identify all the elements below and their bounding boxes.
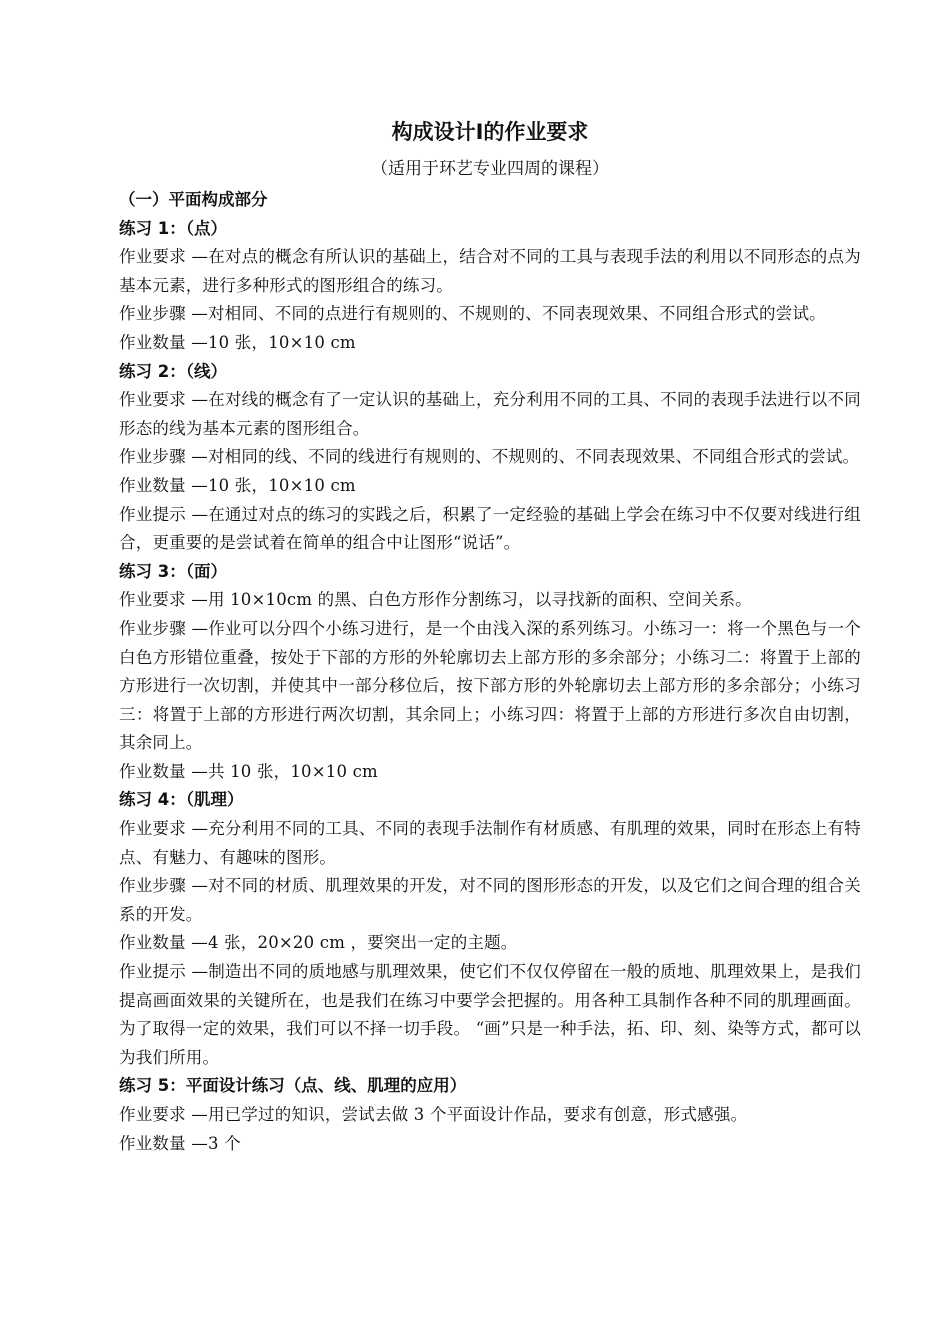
paragraph-label: 作业步骤 [119, 876, 186, 896]
paragraph-text: —10 张，10×10 cm [185, 475, 356, 495]
paragraph-label: 作业数量 [119, 475, 186, 495]
requirement-paragraph [119, 958, 861, 1072]
paragraph-label: 作业要求 [119, 819, 186, 839]
requirement-paragraph [119, 329, 861, 358]
requirement-paragraph [119, 615, 861, 758]
requirement-paragraph [119, 386, 861, 443]
paragraph-label: 作业要求 [119, 1105, 186, 1124]
exercise-title: 练习 2：（线） [119, 361, 227, 381]
paragraph-label: 作业要求 [119, 590, 186, 610]
requirement-paragraph [119, 872, 861, 929]
requirement-paragraph [119, 929, 861, 958]
document-subtitle: （适用于环艺专业四周的课程） [371, 159, 609, 179]
document-page [119, 112, 861, 1158]
exercise-block [119, 1072, 861, 1158]
paragraph-text: —对相同、不同的点进行有规则的、不规则的、不同表现效果、不同组合形式的尝试。 [185, 304, 826, 324]
paragraph-text: —对相同的线、不同的线进行有规则的、不规则的、不同表现效果、不同组合形式的尝试。 [185, 447, 860, 467]
paragraph-label: 作业数量 [119, 332, 186, 352]
paragraph-label: 作业数量 [119, 1133, 186, 1153]
paragraph-text: —在对线的概念有了一定认识的基础上，充分利用不同的工具、不同的表现手法进行以不同形态的线为基本元素的图形组合。 [119, 390, 861, 438]
exercise-title: 练习 5：平面设计练习（点、线、肌理的应用） [119, 1076, 467, 1096]
paragraph-text: —作业可以分四个小练习进行，是一个由浅入深的系列练习。小练习一：将一个黑色与一个白色方形错位重叠，按处于下部的方形的外轮廓切去上部方形的多余部分；小练习二：将置于上部的方形进行一次切割，并使其中一部分移位后，按下部方形的外轮廓切去上部方形的多余部分；小练习三：将置于上部的方形进行两次切割，其余同上；小练习四：将置于上部的方形进行多次自由切割，其余同上。 [119, 618, 861, 753]
paragraph-label: 作业数量 [119, 933, 186, 953]
exercise-block [119, 786, 861, 1072]
exercise-title: 练习 1：（点） [119, 218, 227, 238]
document-title: 构成设计Ⅰ的作业要求 [391, 120, 589, 144]
requirement-paragraph [119, 1130, 861, 1159]
requirement-paragraph [119, 758, 861, 787]
paragraph-text: —10 张，10×10 cm [185, 332, 356, 352]
exercise-block [119, 558, 861, 787]
exercise-title: 练习 4：（肌理） [119, 790, 244, 810]
paragraph-text: —对不同的材质、肌理效果的开发，对不同的图形形态的开发，以及它们之间合理的组合关系的开发。 [119, 876, 861, 924]
requirement-paragraph [119, 501, 861, 558]
exercise-block [119, 215, 861, 358]
paragraph-label: 作业步骤 [119, 304, 186, 324]
paragraph-text: —3 个 [185, 1133, 241, 1153]
section-heading: （一）平面构成部分 [119, 190, 268, 209]
paragraph-label: 作业步骤 [119, 447, 186, 467]
paragraph-label: 作业要求 [119, 247, 186, 267]
paragraph-label: 作业要求 [119, 390, 186, 410]
exercise-block [119, 358, 861, 558]
requirement-paragraph [119, 243, 861, 300]
paragraph-label: 作业提示 [119, 962, 186, 982]
paragraph-text: —在对点的概念有所认识的基础上，结合对不同的工具与表现手法的利用以不同形态的点为基本元素，进行多种形式的图形组合的练习。 [119, 247, 861, 295]
paragraph-text: —用 10×10cm 的黑、白色方形作分割练习，以寻找新的面积、空间关系。 [185, 590, 752, 610]
exercise-title: 练习 3：（面） [119, 561, 227, 581]
requirement-paragraph [119, 1101, 861, 1130]
paragraph-text: —用已学过的知识，尝试去做 3 个平面设计作品，要求有创意，形式感强。 [185, 1105, 748, 1124]
exercise-list [119, 215, 861, 1159]
requirement-paragraph [119, 472, 861, 501]
paragraph-label: 作业步骤 [119, 618, 186, 638]
paragraph-label: 作业数量 [119, 761, 186, 781]
requirement-paragraph [119, 815, 861, 872]
requirement-paragraph [119, 443, 861, 472]
paragraph-text: —充分利用不同的工具、不同的表现手法制作有材质感、有肌理的效果，同时在形态上有特点、有魅力、有趣味的图形。 [119, 819, 861, 867]
requirement-paragraph [119, 586, 861, 615]
paragraph-text: —制造出不同的质地感与肌理效果，使它们不仅仅停留在一般的质地、肌理效果上，是我们提高画面效果的关键所在，也是我们在练习中要学会把握的。用各种工具制作各种不同的肌理画面。为了取得一定的效果，我们可以不择一切手段。 “画”只是一种手法，拓、印、刻、染等方式，都可以为我们所用。 [119, 962, 861, 1067]
paragraph-text: —在通过对点的练习的实践之后，积累了一定经验的基础上学会在练习中不仅要对线进行组合，更重要的是尝试着在简单的组合中让图形“说话”。 [119, 504, 861, 553]
requirement-paragraph [119, 300, 861, 329]
paragraph-label: 作业提示 [119, 504, 186, 524]
paragraph-text: —共 10 张，10×10 cm [185, 761, 378, 781]
paragraph-text: —4 张，20×20 cm ，要突出一定的主题。 [185, 933, 518, 953]
